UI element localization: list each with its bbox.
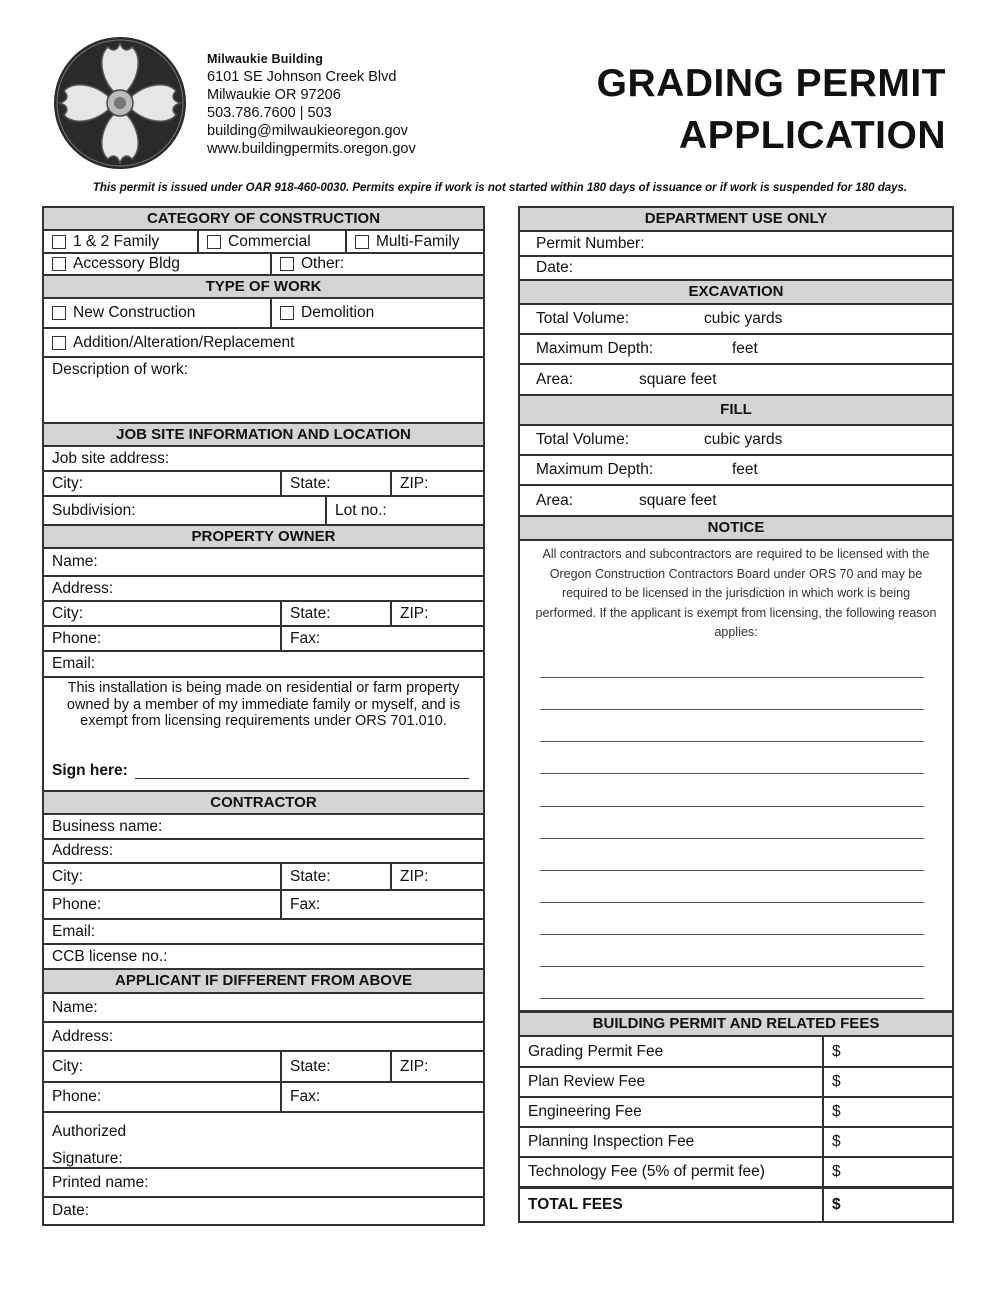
- applicant-state-label: State:: [290, 1057, 331, 1075]
- excavation-volume-unit: cubic yards: [704, 310, 783, 327]
- work-addition-label: Addition/Alteration/Replacement: [73, 333, 295, 351]
- work-row2: [44, 329, 483, 358]
- fill-depth-unit: feet: [732, 461, 758, 478]
- title-line1: GRADING PERMIT: [596, 62, 946, 105]
- fees-header: BUILDING PERMIT AND RELATED FEES: [520, 1013, 952, 1037]
- work-description-field[interactable]: [44, 358, 483, 424]
- left-form: [42, 206, 485, 1226]
- contractor-city-row: [44, 864, 483, 891]
- fill-area-unit: square feet: [639, 491, 717, 509]
- jobsite-city-field[interactable]: [44, 472, 280, 495]
- applicant-date-field[interactable]: [44, 1198, 483, 1224]
- category-row2: [44, 254, 483, 276]
- fee-label: Grading Permit Fee: [528, 1042, 664, 1060]
- applicant-city-row: [44, 1052, 483, 1083]
- jobsite-address-field[interactable]: [44, 447, 483, 472]
- excavation-depth-unit: feet: [732, 340, 758, 357]
- excavation-volume-field[interactable]: [520, 305, 952, 335]
- owner-signature-line[interactable]: [135, 778, 469, 779]
- contractor-business-field[interactable]: [44, 815, 483, 840]
- contractor-address-label: Address:: [52, 842, 114, 859]
- applicant-zip-label: ZIP:: [400, 1057, 429, 1075]
- title-line2: APPLICATION: [679, 114, 946, 157]
- notice-text: All contractors and subcontractors are required to be licensed with the Oregon Construction Contractors Board under ORS 70 and may be required to be licensed in the jurisdiction in which work is being performed. If the applicant is exempt from licensing, the following reason applies:: [535, 547, 937, 639]
- applicant-authorized-label: Authorized: [52, 1123, 127, 1140]
- applicant-phone-field[interactable]: [44, 1083, 280, 1111]
- org-info: [207, 50, 416, 158]
- contractor-city-field[interactable]: [44, 864, 280, 889]
- reason-line[interactable]: [540, 773, 924, 774]
- jobsite-subdivision-row: [44, 497, 483, 526]
- jobsite-address-label: Job site address:: [52, 449, 170, 467]
- contractor-zip-label: ZIP:: [400, 867, 429, 885]
- fill-volume-unit: cubic yards: [704, 431, 783, 448]
- fill-area-label: Area:: [536, 491, 574, 509]
- work-description-label: Description of work:: [52, 361, 189, 378]
- applicant-zip-field[interactable]: [390, 1052, 483, 1081]
- applicant-address-label: Address:: [52, 1027, 114, 1045]
- fee-label: Engineering Fee: [528, 1103, 642, 1120]
- fee-label: Planning Inspection Fee: [528, 1133, 695, 1150]
- org-address2: Milwaukie OR 97206: [207, 87, 341, 103]
- jobsite-subdivision-label: Subdivision:: [52, 501, 136, 519]
- applicant-phone-row: [44, 1083, 483, 1113]
- fill-volume-label: Total Volume:: [536, 431, 630, 448]
- owner-city-row: [44, 602, 483, 627]
- work-demolition[interactable]: [270, 299, 483, 327]
- org-email: building@milwaukieoregon.gov: [207, 123, 408, 139]
- fee-amount-field[interactable]: [822, 1128, 952, 1156]
- jobsite-lot-field[interactable]: [325, 497, 483, 524]
- checkbox-icon[interactable]: [355, 235, 369, 249]
- applicant-signature-labels: [44, 1113, 483, 1172]
- applicant-city-field[interactable]: [44, 1052, 280, 1081]
- category-commercial[interactable]: [197, 231, 345, 252]
- excavation-area-label: Area:: [536, 370, 574, 388]
- category-1-2-family[interactable]: [44, 231, 204, 252]
- applicant-printed-name-field[interactable]: [44, 1169, 483, 1198]
- category-commercial-label: Commercial: [228, 232, 311, 250]
- contractor-city-label: City:: [52, 867, 83, 885]
- reason-line[interactable]: [540, 838, 924, 839]
- total-fees-amount-field[interactable]: [822, 1189, 952, 1221]
- owner-phone-label: Phone:: [52, 629, 102, 647]
- fill-header: FILL: [520, 396, 952, 426]
- dept-date-label: Date:: [536, 259, 574, 276]
- reason-line[interactable]: [540, 966, 924, 967]
- fee-amount-field[interactable]: [822, 1098, 952, 1126]
- excavation-area-field[interactable]: [520, 365, 952, 396]
- category-multi-family-label: Multi-Family: [376, 232, 460, 250]
- fee-row: [520, 1068, 952, 1098]
- applicant-state-field[interactable]: [280, 1052, 390, 1081]
- contractor-email-label: Email:: [52, 922, 96, 940]
- owner-zip-label: ZIP:: [400, 604, 429, 622]
- fee-amount-field[interactable]: [822, 1037, 952, 1066]
- currency-symbol: $: [832, 1196, 841, 1213]
- jobsite-city-label: City:: [52, 474, 83, 492]
- fee-amount-field[interactable]: [822, 1068, 952, 1096]
- contractor-header: CONTRACTOR: [44, 792, 483, 815]
- dept-header: DEPARTMENT USE ONLY: [520, 208, 952, 232]
- contractor-fax-label: Fax:: [290, 895, 321, 913]
- applicant-printed-name-label: Printed name:: [52, 1173, 149, 1191]
- contractor-phone-row: [44, 891, 483, 920]
- category-accessory[interactable]: [44, 254, 270, 274]
- work-new-construction-label: New Construction: [73, 304, 196, 321]
- category-1-2-family-label: 1 & 2 Family: [73, 232, 160, 250]
- fill-depth-label: Maximum Depth:: [536, 461, 654, 478]
- owner-state-label: State:: [290, 604, 331, 622]
- org-website: www.buildingpermits.oregon.gov: [207, 141, 416, 157]
- checkbox-icon[interactable]: [280, 257, 294, 271]
- checkbox-icon[interactable]: [52, 336, 66, 350]
- excavation-depth-field[interactable]: [520, 335, 952, 365]
- owner-name-label: Name:: [52, 553, 98, 570]
- applicant-name-field[interactable]: [44, 994, 483, 1023]
- checkbox-icon[interactable]: [280, 306, 294, 320]
- currency-symbol: $: [832, 1163, 841, 1180]
- jobsite-lot-label: Lot no.:: [335, 501, 387, 519]
- fee-row: [520, 1098, 952, 1128]
- jobsite-city-row: [44, 472, 483, 497]
- fill-area-field[interactable]: [520, 486, 952, 517]
- reason-line[interactable]: [540, 998, 924, 999]
- contractor-business-label: Business name:: [52, 817, 163, 835]
- dept-permit-number-field[interactable]: [520, 232, 952, 257]
- contractor-ccb-label: CCB license no.:: [52, 947, 168, 965]
- org-address1: 6101 SE Johnson Creek Blvd: [207, 69, 397, 85]
- applicant-signature-label: Signature:: [52, 1150, 123, 1167]
- contractor-zip-field[interactable]: [390, 864, 483, 889]
- contractor-phone-label: Phone:: [52, 895, 102, 913]
- checkbox-icon[interactable]: [207, 235, 221, 249]
- contractor-ccb-field[interactable]: [44, 945, 483, 970]
- fill-volume-field[interactable]: [520, 426, 952, 456]
- work-header: TYPE OF WORK: [44, 276, 483, 299]
- owner-address-label: Address:: [52, 579, 114, 597]
- excavation-area-unit: square feet: [639, 370, 717, 388]
- total-fees-label: TOTAL FEES: [528, 1196, 623, 1213]
- fee-label: Plan Review Fee: [528, 1073, 646, 1090]
- owner-email-field[interactable]: [44, 652, 483, 676]
- fee-amount-field[interactable]: [822, 1158, 952, 1186]
- applicant-fax-label: Fax:: [290, 1088, 321, 1105]
- applicant-city-label: City:: [52, 1057, 83, 1075]
- jobsite-state-label: State:: [290, 474, 331, 492]
- reason-line[interactable]: [540, 870, 924, 871]
- owner-phone-row: [44, 627, 483, 652]
- applicant-header: APPLICANT IF DIFFERENT FROM ABOVE: [44, 970, 483, 994]
- excavation-depth-label: Maximum Depth:: [536, 340, 654, 357]
- contractor-state-label: State:: [290, 867, 331, 885]
- owner-fax-field[interactable]: [280, 627, 483, 650]
- jobsite-zip-field[interactable]: [390, 472, 483, 495]
- dept-permit-number-label: Permit Number:: [536, 234, 645, 252]
- category-row1: [44, 231, 483, 254]
- reason-line[interactable]: [540, 806, 924, 807]
- notice-block: [520, 541, 952, 1010]
- contractor-address-field[interactable]: [44, 840, 483, 864]
- fee-label: Technology Fee (5% of permit fee): [528, 1163, 765, 1180]
- currency-symbol: $: [832, 1133, 841, 1150]
- right-form: [518, 206, 954, 1012]
- jobsite-zip-label: ZIP:: [400, 474, 429, 492]
- fee-row: [520, 1128, 952, 1158]
- category-accessory-label: Accessory Bldg: [73, 255, 180, 272]
- checkbox-icon[interactable]: [52, 306, 66, 320]
- fill-depth-field[interactable]: [520, 456, 952, 486]
- excavation-volume-label: Total Volume:: [536, 310, 630, 327]
- jobsite-state-field[interactable]: [280, 472, 390, 495]
- applicant-address-field[interactable]: [44, 1023, 483, 1052]
- page-title: [597, 58, 946, 162]
- owner-phone-field[interactable]: [44, 627, 280, 650]
- applicant-fax-field[interactable]: [280, 1083, 483, 1111]
- owner-email-label: Email:: [52, 655, 96, 672]
- org-name: Milwaukie Building: [207, 52, 324, 66]
- fee-row: [520, 1037, 952, 1068]
- applicant-signature-field[interactable]: [44, 1113, 483, 1169]
- currency-symbol: $: [832, 1073, 841, 1090]
- owner-state-field[interactable]: [280, 602, 390, 625]
- checkbox-icon[interactable]: [52, 235, 66, 249]
- total-fees-row: [520, 1189, 952, 1221]
- org-phone: 503.786.7600 | 503: [207, 105, 332, 121]
- owner-header: PROPERTY OWNER: [44, 526, 483, 549]
- currency-symbol: $: [832, 1042, 841, 1060]
- contractor-state-field[interactable]: [280, 864, 390, 889]
- reason-line[interactable]: [540, 934, 924, 935]
- owner-city-label: City:: [52, 604, 83, 622]
- contractor-fax-field[interactable]: [280, 891, 483, 918]
- reason-line[interactable]: [540, 709, 924, 710]
- contractor-email-field[interactable]: [44, 920, 483, 945]
- contractor-phone-field[interactable]: [44, 891, 280, 918]
- category-other-label: Other:: [301, 255, 345, 272]
- checkbox-icon[interactable]: [52, 257, 66, 271]
- category-multi-family[interactable]: [345, 231, 483, 252]
- work-new-construction[interactable]: [44, 299, 270, 327]
- currency-symbol: $: [832, 1103, 841, 1120]
- work-addition[interactable]: [44, 329, 483, 356]
- notice-header: NOTICE: [520, 517, 952, 541]
- jobsite-subdivision-field[interactable]: [44, 497, 325, 524]
- owner-name-field[interactable]: [44, 549, 483, 577]
- applicant-name-label: Name:: [52, 998, 98, 1016]
- fee-row: [520, 1158, 952, 1189]
- reason-line[interactable]: [540, 677, 924, 678]
- excavation-header: EXCAVATION: [520, 281, 952, 305]
- dogwood-flower-logo: [52, 35, 188, 171]
- category-other[interactable]: [270, 254, 483, 274]
- owner-address-field[interactable]: [44, 577, 483, 602]
- reason-line[interactable]: [540, 741, 924, 742]
- category-header: CATEGORY OF CONSTRUCTION: [44, 208, 483, 231]
- fees-table: [518, 1011, 954, 1223]
- work-demolition-label: Demolition: [301, 304, 375, 321]
- jobsite-header: JOB SITE INFORMATION AND LOCATION: [44, 424, 483, 447]
- reason-line[interactable]: [540, 902, 924, 903]
- permit-notice: This permit is issued under OAR 918-460-0030. Permits expire if work is not started within 180 days of issuance or if work is suspended for 180 days.: [92, 182, 908, 194]
- owner-zip-field[interactable]: [390, 602, 483, 625]
- work-row1: [44, 299, 483, 329]
- applicant-phone-label: Phone:: [52, 1088, 102, 1105]
- owner-sign-label: Sign here:: [52, 762, 128, 779]
- owner-city-field[interactable]: [44, 602, 280, 625]
- owner-exemption-block: [44, 676, 483, 792]
- owner-exemption-statement: This installation is being made on residential or farm property owned by a member of my immediate family or myself, and is exempt from licensing requirements under ORS 701.010.: [66, 680, 461, 729]
- owner-fax-label: Fax:: [290, 629, 321, 647]
- dept-date-field[interactable]: [520, 257, 952, 281]
- applicant-date-label: Date:: [52, 1202, 90, 1219]
